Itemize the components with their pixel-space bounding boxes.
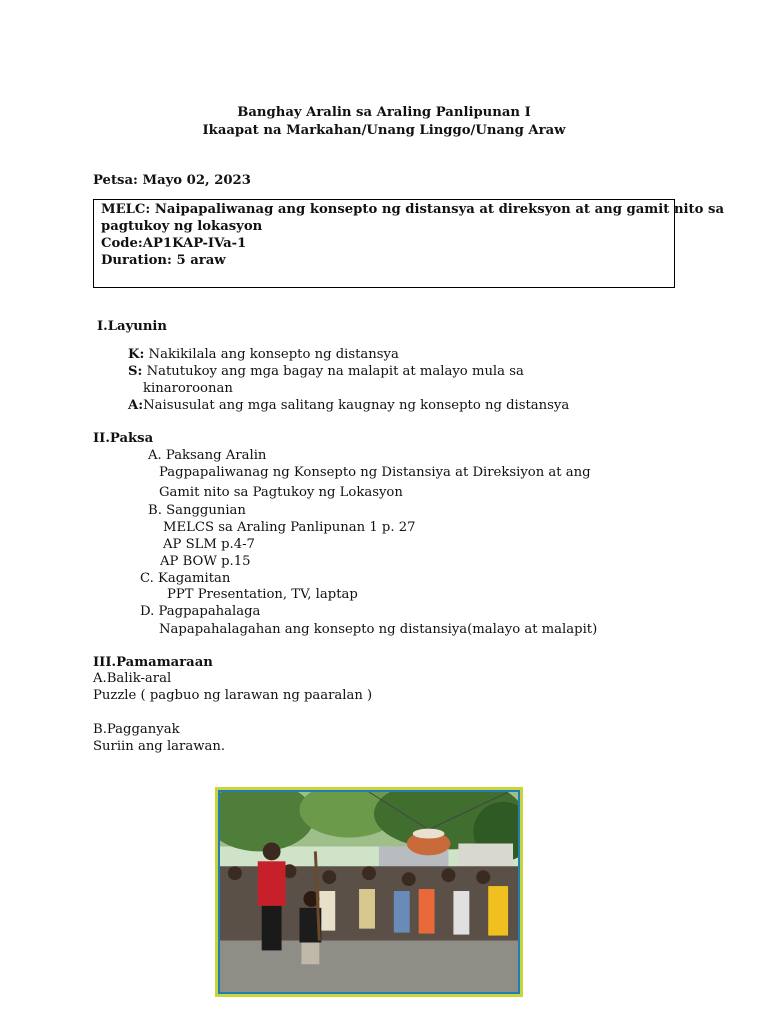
paksa-d-line-1: Napapahalagahan ang konsepto ng distansiya(malayo at malapit)	[159, 622, 598, 637]
s-label: S:	[128, 364, 143, 379]
k-label: K:	[128, 347, 145, 362]
paksa-a-line-2: Gamit nito sa Pagtukoy ng Lokasyon	[159, 485, 403, 500]
paksa-a-title: A. Paksang Aralin	[148, 448, 267, 463]
paksa-c-line-1: PPT Presentation, TV, laptap	[167, 587, 358, 602]
paksa-b-title: B. Sanggunian	[148, 503, 246, 518]
paksa-c-title: C. Kagamitan	[140, 571, 231, 586]
paksa-a-line-1: Pagpapaliwanag ng Konsepto ng Distansiya at Direksiyon at ang	[159, 465, 591, 480]
layunin-heading: I.Layunin	[97, 319, 168, 334]
date-value: Mayo 02, 2023	[142, 173, 251, 188]
melc-duration: Duration: 5 araw	[101, 253, 226, 268]
melc-line-1: MELC: Naipapaliwanag ang konsepto ng distansya at direksyon at ang gamit nito sa	[101, 202, 724, 217]
schoolyard-photo	[215, 787, 523, 997]
paksa-d-title: D. Pagpapahalaga	[140, 604, 261, 619]
paksa-heading: II.Paksa	[93, 431, 154, 446]
melc-code: Code:AP1KAP-IVa-1	[101, 236, 247, 251]
layunin-a	[128, 397, 569, 414]
a-label: A:	[128, 398, 144, 413]
balik-aral-text: Puzzle ( pagbuo ng larawan ng paaralan )	[93, 688, 373, 703]
s-text: Natutukoy ang mga bagay na malapit at malayo mula sa	[146, 364, 524, 379]
balik-aral-title: A.Balik-aral	[93, 671, 172, 686]
pamamaraan-heading: III.Pamamaraan	[93, 655, 213, 670]
layunin-k	[128, 346, 399, 363]
paksa-b-line-1: MELCS sa Araling Panlipunan 1 p. 27	[163, 520, 416, 535]
a-text: Naisusulat ang mga salitang kaugnay ng konsepto ng distansya	[143, 398, 570, 413]
schoolyard-photo-image	[220, 792, 518, 992]
melc-line-2: pagtukoy ng lokasyon	[101, 219, 263, 234]
paksa-b-line-2: AP SLM p.4-7	[163, 537, 255, 552]
melc-box	[93, 199, 724, 288]
document-subtitle: Ikaapat na Markahan/Unang Linggo/Unang Araw	[202, 123, 566, 138]
s-text-continued: kinaroroonan	[143, 381, 233, 396]
pagganyak-text: Suriin ang larawan.	[93, 739, 226, 754]
pagganyak-title: B.Pagganyak	[93, 722, 180, 737]
date-label: Petsa:	[93, 173, 138, 188]
paksa-b-line-3: AP BOW p.15	[160, 554, 251, 569]
document-title: Banghay Aralin sa Araling Panlipunan I	[237, 105, 531, 120]
date-row	[93, 172, 251, 189]
layunin-s	[128, 363, 524, 380]
k-text: Nakikilala ang konsepto ng distansya	[148, 347, 399, 362]
